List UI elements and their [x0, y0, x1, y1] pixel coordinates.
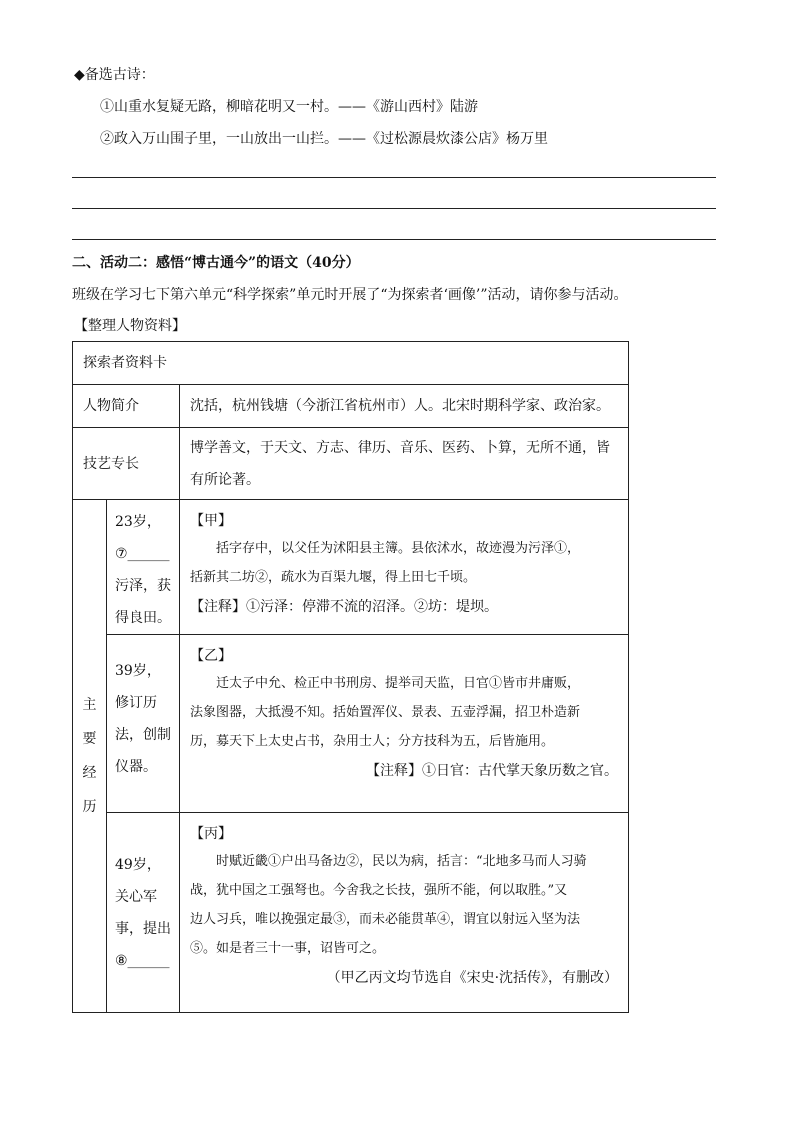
card-row-value [180, 428, 629, 500]
experience-tag: 【丙】 [190, 826, 232, 842]
main-label-char: 主 [82, 697, 97, 713]
age-line: 仪器。 [115, 759, 157, 775]
age-line: 关心军 [115, 889, 157, 905]
card-row-label: 技艺专长 [73, 428, 180, 500]
experience-tag: 【乙】 [190, 648, 232, 664]
age-line: 39岁， [115, 663, 161, 679]
classical-text-line: 括新其二坊②，疏水为百渠九堰，得上田七千顷。 [190, 570, 477, 585]
classical-text-line: 战，犹中国之工强弩也。今舍我之长技，强所不能，何以取胜。”又 [190, 883, 568, 898]
card-row-value-line: 博学善文，于天文、方志、律历、音乐、医药、卜算，无所不通，皆 [190, 440, 610, 456]
classical-text-line: 时赋近畿①户出马备边②，民以为病，括言：“北地多马而人习骑 [216, 854, 587, 869]
main-label-char: 要 [82, 731, 97, 747]
annotation: 【注释】①日官：古代掌天象历数之官。 [366, 763, 619, 779]
card-row-value: 沈括，杭州钱塘（今浙江省杭州市）人。北宋时期科学家、政治家。 [180, 385, 629, 428]
age-line: 得良田。 [115, 610, 171, 626]
card-row-label: 人物简介 [73, 385, 180, 428]
poem-2: ②政入万山围子里，一山放出一山拦。——《过松源晨炊漆公店》杨万里 [100, 131, 548, 147]
classical-text-line: 迁太子中允、检正中书刑房、提举司天监，日官①皆市井庸贩， [216, 676, 581, 691]
classical-text-line: 括字存中，以父任为沭阳县主簿。县依沭水，故迹漫为污泽①， [216, 541, 581, 556]
card-title: 探索者资料卡 [73, 342, 629, 385]
age-line: 修订历 [115, 695, 157, 711]
main-label-char: 历 [82, 799, 97, 815]
experience-text [180, 500, 629, 635]
experience-text [180, 813, 629, 1013]
section-intro: 班级在学习七下第六单元“科学探索”单元时开展了“为探索者‘画像’”活动，请你参与活动。 [72, 287, 628, 303]
experience-age [107, 813, 180, 1013]
section-subheading: 【整理人物资料】 [74, 318, 186, 334]
blank-answer-7[interactable]: ⑦______ [115, 546, 170, 562]
experience-age [107, 635, 180, 813]
age-line: 法，创制 [115, 727, 171, 743]
answer-line-1[interactable] [72, 177, 716, 178]
age-line: 49岁， [115, 857, 161, 873]
classical-text-line: 边人习兵，唯以挽强定最③，而未必能贯革④，谓宜以射远入坚为法 [190, 912, 581, 927]
answer-line-3[interactable] [72, 239, 716, 240]
main-label-char: 经 [82, 765, 97, 781]
experience-text [180, 635, 629, 813]
profile-card [72, 341, 629, 1013]
classical-text-line: 法象图器，大抵漫不知。括始置浑仪、景表、五壶浮漏，招卫朴造新 [190, 705, 581, 720]
source-note: （甲乙丙文均节选自《宋史·沈括传》，有删改） [326, 970, 619, 986]
poems-heading: ◆备选古诗： [74, 67, 155, 83]
age-line: 污泽，获 [115, 578, 171, 594]
experience-tag: 【甲】 [190, 513, 232, 529]
classical-text-line: 历，募天下上太史占书，杂用士人；分方技科为五，后皆施用。 [190, 734, 555, 749]
experience-age [107, 500, 180, 635]
card-row-value-line: 有所论著。 [190, 472, 260, 488]
answer-line-2[interactable] [72, 208, 716, 209]
classical-text-line: ⑤。如是者三十一事，诏皆可之。 [190, 941, 386, 956]
blank-answer-8[interactable]: ⑧______ [115, 953, 170, 969]
age-line: 23岁， [115, 514, 161, 530]
poem-1: ①山重水复疑无路，柳暗花明又一村。——《游山西村》陆游 [100, 99, 478, 115]
section-title: 二、活动二：感悟“博古通今”的语文（40分） [72, 255, 360, 271]
main-experience-label [73, 500, 107, 1013]
age-line: 事，提出 [115, 921, 171, 937]
annotation: 【注释】①污泽：停滞不流的沼泽。②坊：堤坝。 [190, 599, 498, 615]
